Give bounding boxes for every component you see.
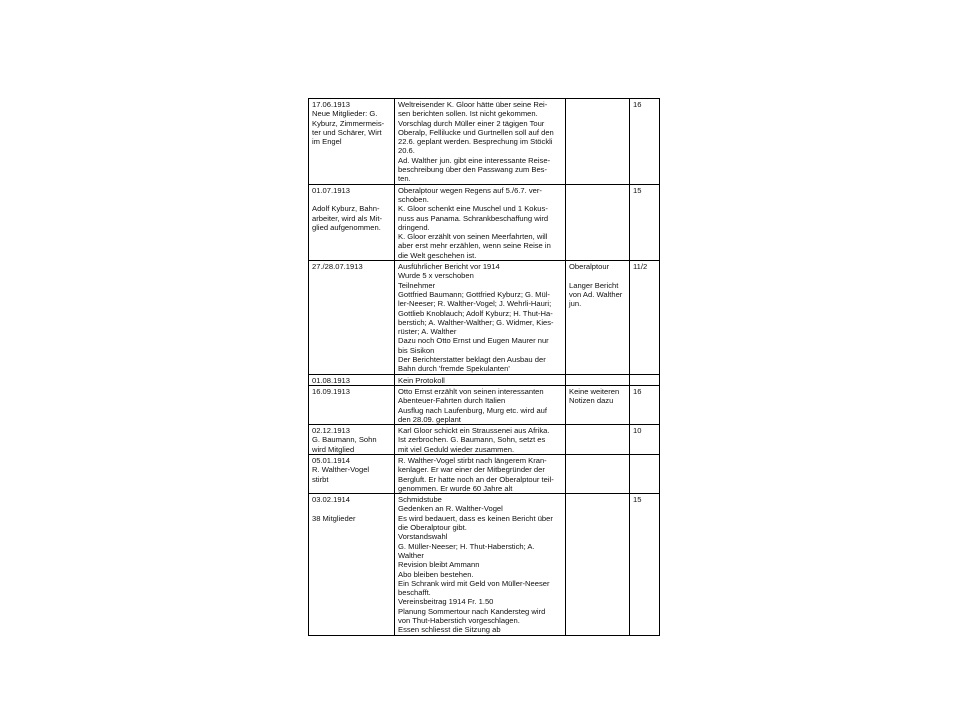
text-line: ler-Neeser; R. Walther-Vogel; J. Wehrli-Hauri;: [398, 299, 552, 309]
text-line: Teilnehmer: [398, 280, 436, 290]
text-line: schoben.: [398, 194, 429, 204]
blank-line: [312, 504, 391, 513]
text-line: Der Berichterstatter beklagt den Ausbau der: [398, 355, 546, 365]
minutes-text-cell: [395, 374, 566, 385]
text-line: 20.6.: [398, 146, 415, 156]
text-line: von Ad. Walther: [569, 289, 623, 299]
text-line: Bergluft. Er hatte noch an der Oberalptour teil-: [398, 474, 554, 484]
text-line: 17.06.1913: [312, 100, 351, 109]
table-row: [309, 454, 660, 493]
text-line: die Welt geschehen ist.: [398, 250, 477, 260]
text-line: Adolf Kyburz, Bahn-: [312, 204, 380, 214]
attendance-count-cell: [630, 454, 660, 493]
text-line: berstich; A. Walther-Walther; G. Widmer, Kies-: [398, 317, 554, 327]
minutes-text-cell: [395, 494, 566, 635]
text-line: bis Sisikon: [398, 345, 435, 355]
table-row: [309, 374, 660, 385]
table-row: [309, 494, 660, 635]
text-line: Es wird bedauert, dass es keinen Bericht über: [398, 513, 553, 523]
text-line: Vorschlag durch Müller einer 2 tägigen Tour: [398, 118, 545, 128]
notes-cell: [566, 261, 630, 375]
date-cell: [309, 494, 395, 635]
notes-cell: [566, 385, 630, 424]
count-value: 15: [633, 185, 642, 195]
table-row: [309, 99, 660, 185]
text-line: beschreibung über den Passwang zum Bes-: [398, 165, 548, 175]
minutes-text-cell: [395, 454, 566, 493]
text-line: 38 Mitglieder: [312, 513, 356, 523]
text-line: Notizen dazu: [569, 396, 614, 406]
notes-cell: [566, 494, 630, 635]
text-line: 16.09.1913: [312, 386, 351, 396]
minutes-text-cell: [395, 261, 566, 375]
text-line: 02.12.1913: [312, 426, 351, 436]
text-line: von Thut-Haberstich vorgeschlagen.: [398, 616, 520, 626]
count-value: 10: [633, 426, 642, 436]
date-cell: [309, 99, 395, 185]
text-line: Weltreisender K. Gloor hätte über seine Rei-: [398, 100, 548, 109]
text-line: wird Mitglied: [312, 444, 355, 454]
text-line: G. Baumann, Sohn: [312, 435, 377, 445]
text-line: Walther: [398, 550, 424, 560]
date-cell: [309, 454, 395, 493]
date-cell: [309, 385, 395, 424]
text-line: Oberalptour: [569, 262, 610, 272]
text-line: Ein Schrank wird mit Geld von Müller-Neeser: [398, 578, 550, 588]
text-line: R. Walther-Vogel stirbt nach längerem Kran-: [398, 455, 547, 465]
text-line: Abenteuer-Fahrten durch Italien: [398, 396, 506, 406]
text-line: die Oberalptour gibt.: [398, 523, 467, 533]
text-line: Planung Sommertour nach Kandersteg wird: [398, 606, 546, 616]
text-line: ter und Schärer, Wirt: [312, 127, 382, 137]
attendance-count-cell: [630, 99, 660, 185]
date-cell: [309, 184, 395, 260]
text-line: Vereinsbeitrag 1914 Fr. 1.50: [398, 597, 494, 607]
text-line: Schmidstube: [398, 495, 442, 505]
minutes-text-cell: [395, 385, 566, 424]
attendance-count-cell: [630, 374, 660, 385]
text-line: Revision bleibt Ammann: [398, 560, 480, 570]
text-line: Kyburz, Zimmermeis-: [312, 118, 385, 128]
text-line: beschafft.: [398, 588, 431, 598]
count-value: 16: [633, 100, 642, 109]
table-row: [309, 261, 660, 375]
attendance-count-cell: [630, 385, 660, 424]
date-cell: [309, 261, 395, 375]
notes-cell: [566, 425, 630, 455]
date-cell: [309, 425, 395, 455]
notes-cell: [566, 454, 630, 493]
text-line: dringend.: [398, 222, 430, 232]
text-line: aber erst mehr erzählen, wenn seine Reise in: [398, 241, 551, 251]
text-line: arbeiter, wird als Mit-: [312, 213, 383, 223]
notes-cell: [566, 184, 630, 260]
text-line: 05.01.1914: [312, 455, 351, 465]
minutes-text-cell: [395, 425, 566, 455]
text-line: rüster; A. Walther: [398, 327, 457, 337]
text-line: jun.: [569, 299, 582, 309]
text-line: Gottfried Baumann; Gottfried Kyburz; G. Mül-: [398, 289, 550, 299]
text-line: 27./28.07.1913: [312, 262, 363, 272]
text-line: Wurde 5 x verschoben: [398, 271, 474, 281]
text-line: Oberalptour wegen Regens auf 5./6.7. ver-: [398, 185, 542, 195]
count-value: 15: [633, 495, 642, 505]
blank-line: [569, 271, 626, 280]
date-cell: [309, 374, 395, 385]
table-row: [309, 425, 660, 455]
text-line: 22.6. geplant werden. Besprechung im Stöckli: [398, 137, 553, 147]
text-line: Karl Gloor schickt ein Straussenei aus Afrika.: [398, 426, 550, 436]
text-line: K. Gloor erzählt von seinen Meerfahrten, will: [398, 232, 548, 242]
text-line: Abo bleiben bestehen.: [398, 569, 474, 579]
text-line: Keine weiteren: [569, 386, 620, 396]
text-line: Bahn durch 'fremde Spekulanten': [398, 364, 510, 374]
notes-cell: [566, 374, 630, 385]
text-line: mit viel Geduld wieder zusammen.: [398, 444, 515, 454]
text-line: 03.02.1914: [312, 495, 351, 505]
text-line: Oberalp, Fellilucke und Gurtnellen soll auf den: [398, 127, 554, 137]
text-line: 01.08.1913: [312, 375, 351, 385]
attendance-count-cell: [630, 425, 660, 455]
text-line: Dazu noch Otto Ernst und Eugen Maurer nur: [398, 336, 549, 346]
text-line: Gedenken an R. Walther-Vogel: [398, 504, 503, 514]
text-line: Ist zerbrochen. G. Baumann, Sohn, setzt es: [398, 435, 546, 445]
notes-cell: [566, 99, 630, 185]
minutes-table: [308, 98, 660, 636]
text-line: Vorstandswahl: [398, 532, 448, 542]
minutes-text-cell: [395, 184, 566, 260]
text-line: Essen schliesst die Sitzung ab: [398, 625, 501, 635]
attendance-count-cell: [630, 261, 660, 375]
text-line: Gottlieb Knoblauch; Adolf Kyburz; H. Thut-Ha-: [398, 308, 553, 318]
attendance-count-cell: [630, 184, 660, 260]
count-value: 16: [633, 386, 642, 396]
text-line: genommen. Er wurde 60 Jahre alt: [398, 483, 513, 493]
text-line: Otto Ernst erzählt von seinen interessanten: [398, 386, 544, 396]
text-line: glied aufgenommen.: [312, 222, 381, 232]
text-line: Ausflug nach Laufenburg, Murg etc. wird auf: [398, 405, 548, 415]
text-line: Kein Protokoll: [398, 375, 445, 385]
text-line: 01.07.1913: [312, 185, 351, 195]
text-line: R. Walther-Vogel: [312, 465, 370, 475]
text-line: G. Müller-Neeser; H. Thut-Haberstich; A.: [398, 541, 535, 551]
count-value: 11/2: [633, 262, 648, 272]
text-line: Ausführlicher Bericht vor 1914: [398, 262, 500, 272]
text-line: Neue Mitglieder: G.: [312, 109, 378, 119]
attendance-count-cell: [630, 494, 660, 635]
text-line: Langer Bericht: [569, 280, 619, 290]
text-line: ten.: [398, 174, 411, 184]
text-line: im Engel: [312, 137, 342, 147]
text-line: Ad. Walther jun. gibt eine interessante Reise-: [398, 155, 551, 165]
blank-line: [312, 195, 391, 204]
text-line: den 28.09. geplant: [398, 414, 461, 424]
minutes-text-cell: [395, 99, 566, 185]
text-line: stirbt: [312, 474, 329, 484]
table-row: [309, 385, 660, 424]
table-row: [309, 184, 660, 260]
minutes-table-body: [309, 99, 660, 636]
text-line: sen berichten sollen. Ist nicht gekommen.: [398, 109, 538, 119]
text-line: kenlager. Er war einer der Mitbegründer der: [398, 465, 545, 475]
text-line: K. Gloor schenkt eine Muschel und 1 Kokus-: [398, 204, 548, 214]
text-line: nuss aus Panama. Schrankbeschaffung wird: [398, 213, 549, 223]
